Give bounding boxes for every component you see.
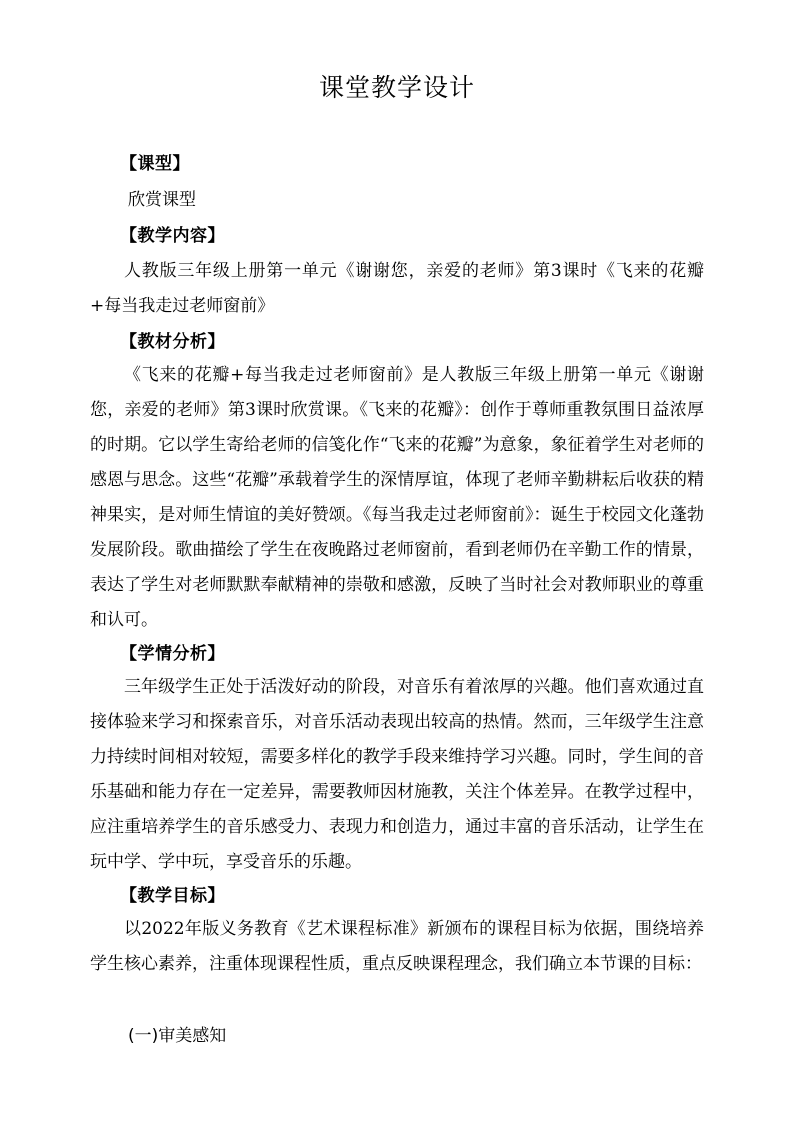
heading-lesson-type: 【课型】: [120, 154, 190, 174]
teaching-content-paragraph: 人教版三年级上册第一单元《谢谢您，亲爱的老师》第3课时《飞来的花瓣+每当我走过老师窗前》: [90, 261, 704, 316]
heading-teaching-content: 【教学内容】: [120, 226, 225, 246]
lesson-type-text: 欣赏课型: [128, 190, 196, 210]
teaching-goals-paragraph: 以2022年版义务教育《艺术课程标准》新颁布的课程目标为依据，围绕培养学生核心素养，注重体现课程性质，重点反映课程理念，我们确立本节课的目标：: [90, 919, 704, 974]
sub-heading-aesthetic-perception: (一)审美感知: [128, 1026, 227, 1046]
student-analysis-paragraph: 三年级学生正处于活泼好动的阶段，对音乐有着浓厚的兴趣。他们喜欢通过直接体验来学习和探索音乐，对音乐活动表现出较高的热情。然而，三年级学生注意力持续时间相对较短，需要多样化的教学手段来维持学习兴趣。同时，学生间的音乐基础和能力存在一定差异，需要教师因材施教，关注个体差异。在教学过程中，应注重培养学生的音乐感受力、表现力和创造力，通过丰富的音乐活动，让学生在玩中学、学中玩，享受音乐的乐趣。: [90, 677, 704, 872]
heading-teaching-goals: 【教学目标】: [120, 886, 225, 906]
heading-material-analysis: 【教材分析】: [120, 332, 225, 352]
document-title: 课堂教学设计: [318, 73, 475, 102]
heading-student-analysis: 【学情分析】: [120, 644, 225, 664]
material-analysis-paragraph: 《飞来的花瓣+每当我走过老师窗前》是人教版三年级上册第一单元《谢谢您，亲爱的老师》第3课时欣赏课。《飞来的花瓣》：创作于尊师重教氛围日益浓厚的时期。它以学生寄给老师的信笺化作“飞来的花瓣”为意象，象征着学生对老师的感恩与思念。这些“花瓣”承载着学生的深情厚谊，体现了老师辛勤耕耘后收获的精神果实，是对师生情谊的美好赞颂。《每当我走过老师窗前》：诞生于校园文化蓬勃发展阶段。歌曲描绘了学生在夜晚路过老师窗前，看到老师仍在辛勤工作的情景，表达了学生对老师默默奉献精神的崇敬和感激，反映了当时社会对教师职业的尊重和认可。: [90, 365, 704, 630]
